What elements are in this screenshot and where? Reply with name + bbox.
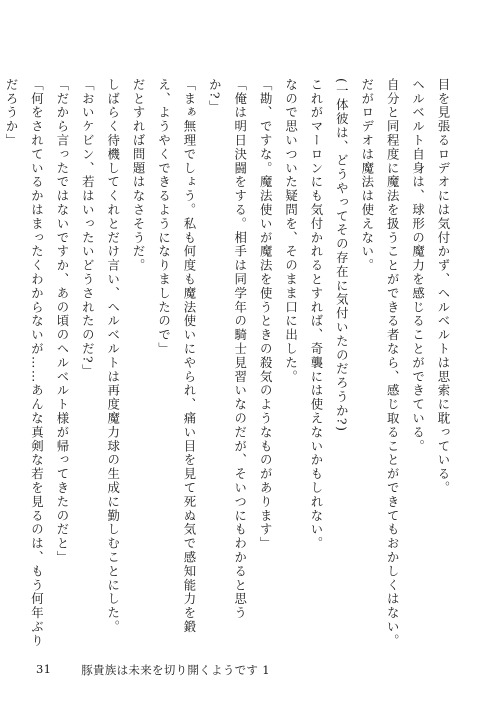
text-line: だとすれば問題はなさそうだ。 [131, 78, 147, 273]
text-line: 「勘、ですな。魔法使いが魔法を使うときの殺気のようなものがあります」 [258, 78, 274, 551]
page-number: 31 [36, 662, 52, 676]
body-text [4, 78, 456, 648]
text-line: 「おいケビン、若はいったいどうされたのだ?」 [80, 78, 96, 379]
book-title: 豚貴族は未来を切り開くようです 1 [81, 663, 270, 677]
text-line: (一体彼は、どうやってその存在に気付いたのだろうか?) [334, 78, 350, 433]
page-footer [36, 662, 270, 678]
text-line: 「俺は明日決闘をする。相手は同学年の騎士見習いなのだが、そいつにもわかると思うか?」 [207, 78, 248, 621]
text-line: 「まぁ無理でしょう。私も何度も魔法使いにやられ、痛い目を見て死ぬ気で感知能力を鍛え、ようやくできるようになりましたので」 [156, 78, 197, 634]
text-line: 「だから言ったではないですか、あの頃のヘルベルト様が帰ってきたのだと」 [54, 78, 70, 565]
text-line: これがマーロンにも気付かれるとすれば、奇襲には使えないかもしれない。 [308, 78, 324, 551]
text-line: 自分と同程度に魔法を扱うことができる者なら、感じ取ることができてもおかしくはない。 [385, 78, 401, 648]
text-line: しばらく待機してくれとだけ言い、ヘルベルトは再度魔力球の生成に勤しむことにした。 [105, 78, 121, 634]
text-line: 目を見張るロデオには気付かず、ヘルベルトは思索に耽っている。 [436, 78, 451, 495]
text-line: だがロデオは魔法は使えない。 [359, 78, 375, 273]
text-line: ヘルベルト自身は、球形の魔力を感じることができている。 [410, 78, 426, 454]
text-line: 「何をされているかはまったくわからないが……あんな真剣な若を見るのは、もう何年ぶりだろうか」 [4, 78, 45, 648]
text-line: なので思いついた疑問を、そのまま口に出した。 [283, 78, 299, 384]
